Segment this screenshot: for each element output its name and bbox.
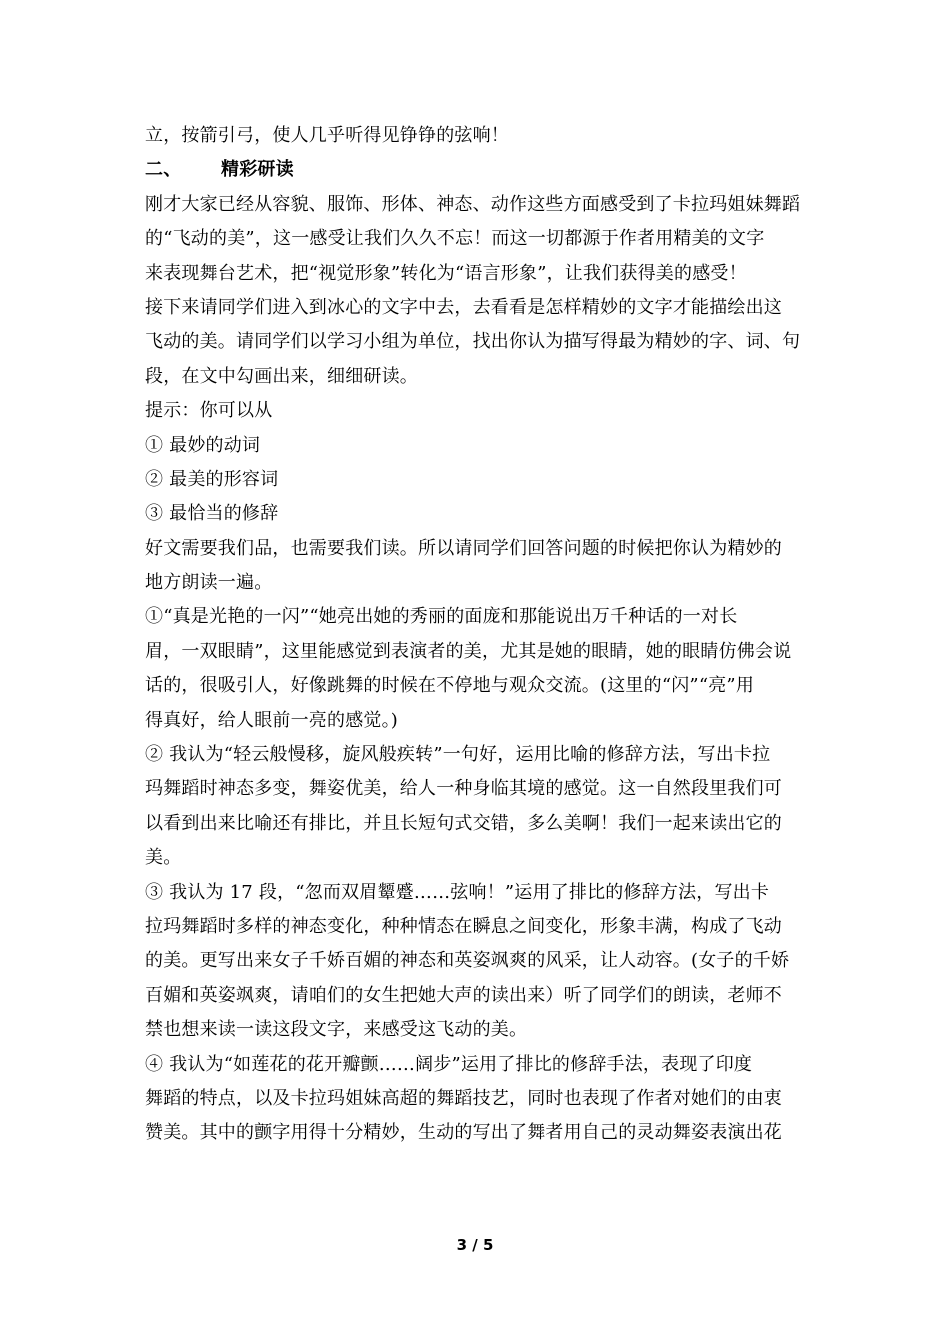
section-heading-number: 二、 xyxy=(145,159,182,181)
paragraph-line: 段，在文中勾画出来，细细研读。 xyxy=(145,365,418,387)
paragraph-line: 的“飞动的美”，这一感受让我们久久不忘！而这一切都源于作者用精美的文字 xyxy=(145,228,765,250)
document-body xyxy=(145,119,817,1151)
answer-line: 拉玛舞蹈时多样的神态变化，种种情态在瞬息之间变化，形象丰满，构成了飞动 xyxy=(145,915,782,937)
paragraph-line: 来表现舞台艺术，把“视觉形象”转化为“语言形象”，让我们获得美的感受！ xyxy=(145,262,747,284)
section-heading xyxy=(145,153,817,187)
paragraph-line: 飞动的美。请同学们以学习小组为单位，找出你认为描写得最为精妙的字、词、句 xyxy=(145,331,801,353)
paragraph-line: 接下来请同学们进入到冰心的文字中去，去看看是怎样精妙的文字才能描绘出这 xyxy=(145,296,782,318)
answer-line: ② 我认为“轻云般慢移，旋风般疾转”一句好，运用比喻的修辞方法，写出卡拉 xyxy=(145,744,771,766)
answer-line: 赞美。其中的颤字用得十分精妙，生动的写出了舞者用自己的灵动舞姿表演出花 xyxy=(145,1122,782,1144)
paragraph-line: 好文需要我们品，也需要我们读。所以请同学们回答问题的时候把你认为精妙的 xyxy=(145,537,782,559)
answer-line: 禁也想来读一读这段文字，来感受这飞动的美。 xyxy=(145,1019,528,1041)
hint-label: 提示：你可以从 xyxy=(145,400,273,422)
hint-item: ③ 最恰当的修辞 xyxy=(145,503,279,525)
answer-line: ④ 我认为“如莲花的花开瓣颤……阔步”运用了排比的修辞手法，表现了印度 xyxy=(145,1053,753,1075)
paragraph-line: 立，按箭引弓，使人几乎听得见铮铮的弦响！ xyxy=(145,125,509,146)
answer-line: ③ 我认为 17 段，“忽而双眉颦蹙……弦响！”运用了排比的修辞方法，写出卡 xyxy=(145,881,770,903)
answer-line: 得真好，给人眼前一亮的感觉。) xyxy=(145,709,399,731)
answer-line: 美。 xyxy=(145,847,182,869)
answer-line: 舞蹈的特点，以及卡拉玛姐妹高超的舞蹈技艺，同时也表现了作者对她们的由衷 xyxy=(145,1087,782,1109)
paragraph-line: 地方朗读一遍。 xyxy=(145,572,273,594)
section-heading-title: 精彩研读 xyxy=(221,159,294,181)
page-number: 3 / 5 xyxy=(456,1236,494,1254)
answer-line: 玛舞蹈时神态多变，舞姿优美，给人一种身临其境的感觉。这一自然段里我们可 xyxy=(145,778,782,800)
answer-line: 眉，一双眼睛”，这里能感觉到表演者的美，尤其是她的眼睛，她的眼睛仿佛会说 xyxy=(145,640,792,662)
answer-line: ①“真是光艳的一闪”“她亮出她的秀丽的面庞和那能说出万千种话的一对长 xyxy=(145,606,738,628)
answer-line: 的美。更写出来女子千娇百媚的神态和英姿飒爽的风采，让人动容。(女子的千娇 xyxy=(145,950,790,972)
paragraph-line: 刚才大家已经从容貌、服饰、形体、神态、动作这些方面感受到了卡拉玛姐妹舞蹈 xyxy=(145,193,801,215)
hint-item: ② 最美的形容词 xyxy=(145,468,279,490)
answer-line: 以看到出来比喻还有排比，并且长短句式交错，多么美啊！我们一起来读出它的 xyxy=(145,812,782,834)
answer-line: 百媚和英姿飒爽，请咱们的女生把她大声的读出来）听了同学们的朗读，老师不 xyxy=(145,984,782,1006)
hint-item: ① 最妙的动词 xyxy=(145,434,261,456)
answer-line: 话的，很吸引人，好像跳舞的时候在不停地与观众交流。(这里的“闪”“亮”用 xyxy=(145,675,755,697)
